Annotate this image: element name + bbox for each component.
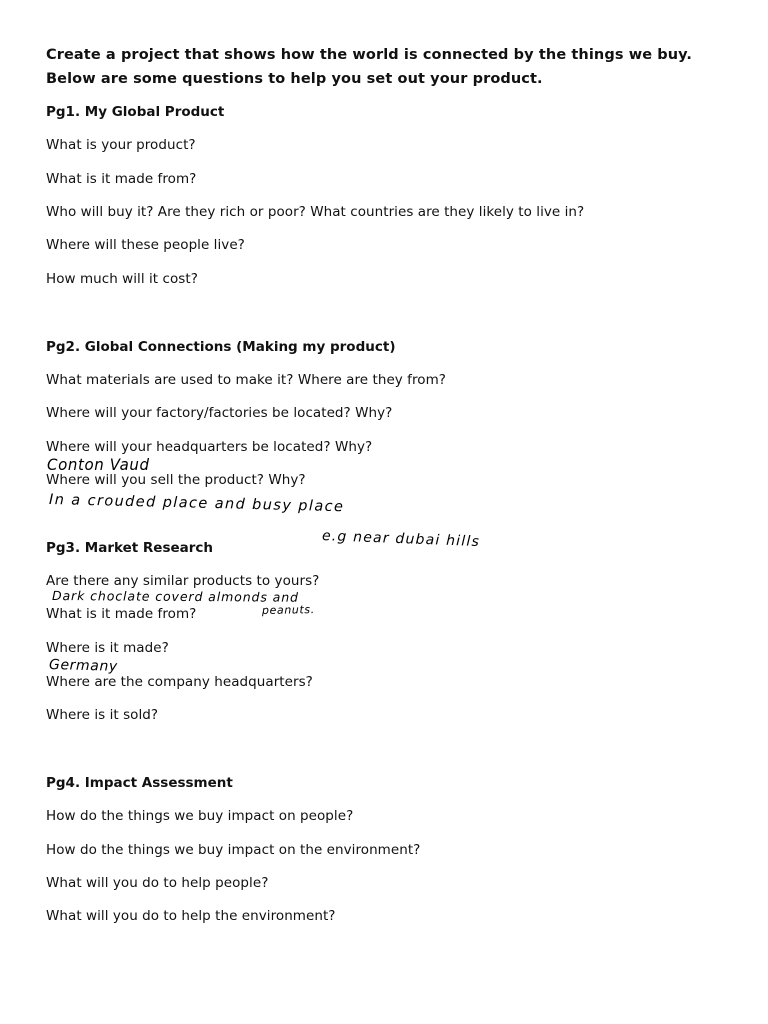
question-who-buys: Who will buy it? Are they rich or poor? What countries are they likely to live in?: [46, 204, 585, 220]
intro-text: Create a project that shows how the world is connected by the things we buy. Below are some questions to help you set out your product.: [46, 47, 693, 87]
handwritten-sell-answer-line2: e.g near dubai hills: [321, 528, 481, 551]
handwritten-similar-products-line1: Dark choclate coverd almonds and: [51, 588, 299, 605]
question-headquarters-location: Where will your headquarters be located? Why?: [46, 439, 373, 455]
question-made-from: What is it made from?: [46, 171, 197, 187]
question-where-made: Where is it made?: [46, 640, 169, 656]
question-similar-products: Are there any similar products to yours?: [46, 573, 320, 589]
question-materials: What materials are used to make it? Where are they from?: [46, 372, 447, 388]
question-impact-people: How do the things we buy impact on people?: [46, 808, 354, 824]
question-help-environment: What will you do to help the environment?: [46, 908, 336, 924]
question-factory-location: Where will your factory/factories be located? Why?: [46, 405, 393, 421]
question-product: What is your product?: [46, 137, 196, 153]
question-where-live: Where will these people live?: [46, 237, 245, 253]
handwritten-sell-answer-line1: In a crouded place and busy place: [48, 492, 345, 516]
question-company-headquarters: Where are the company headquarters?: [46, 674, 313, 690]
question-cost: How much will it cost?: [46, 271, 198, 287]
section-heading-pg4: Pg4. Impact Assessment: [46, 775, 233, 791]
section-heading-pg1: Pg1. My Global Product: [46, 104, 225, 120]
section-heading-pg2: Pg2. Global Connections (Making my product): [46, 339, 396, 355]
question-where-sold: Where is it sold?: [46, 707, 159, 723]
handwritten-made-where-answer: Germany: [48, 657, 118, 675]
question-help-people: What will you do to help people?: [46, 875, 269, 891]
question-sell-location: Where will you sell the product? Why?: [46, 472, 306, 488]
section-heading-pg3: Pg3. Market Research: [46, 540, 214, 556]
question-impact-environment: How do the things we buy impact on the environment?: [46, 842, 421, 858]
handwritten-headquarters-answer: Conton Vaud: [47, 455, 150, 475]
handwritten-similar-products-line2: peanuts.: [261, 603, 315, 617]
question-competitor-made-from: What is it made from?: [46, 606, 197, 622]
